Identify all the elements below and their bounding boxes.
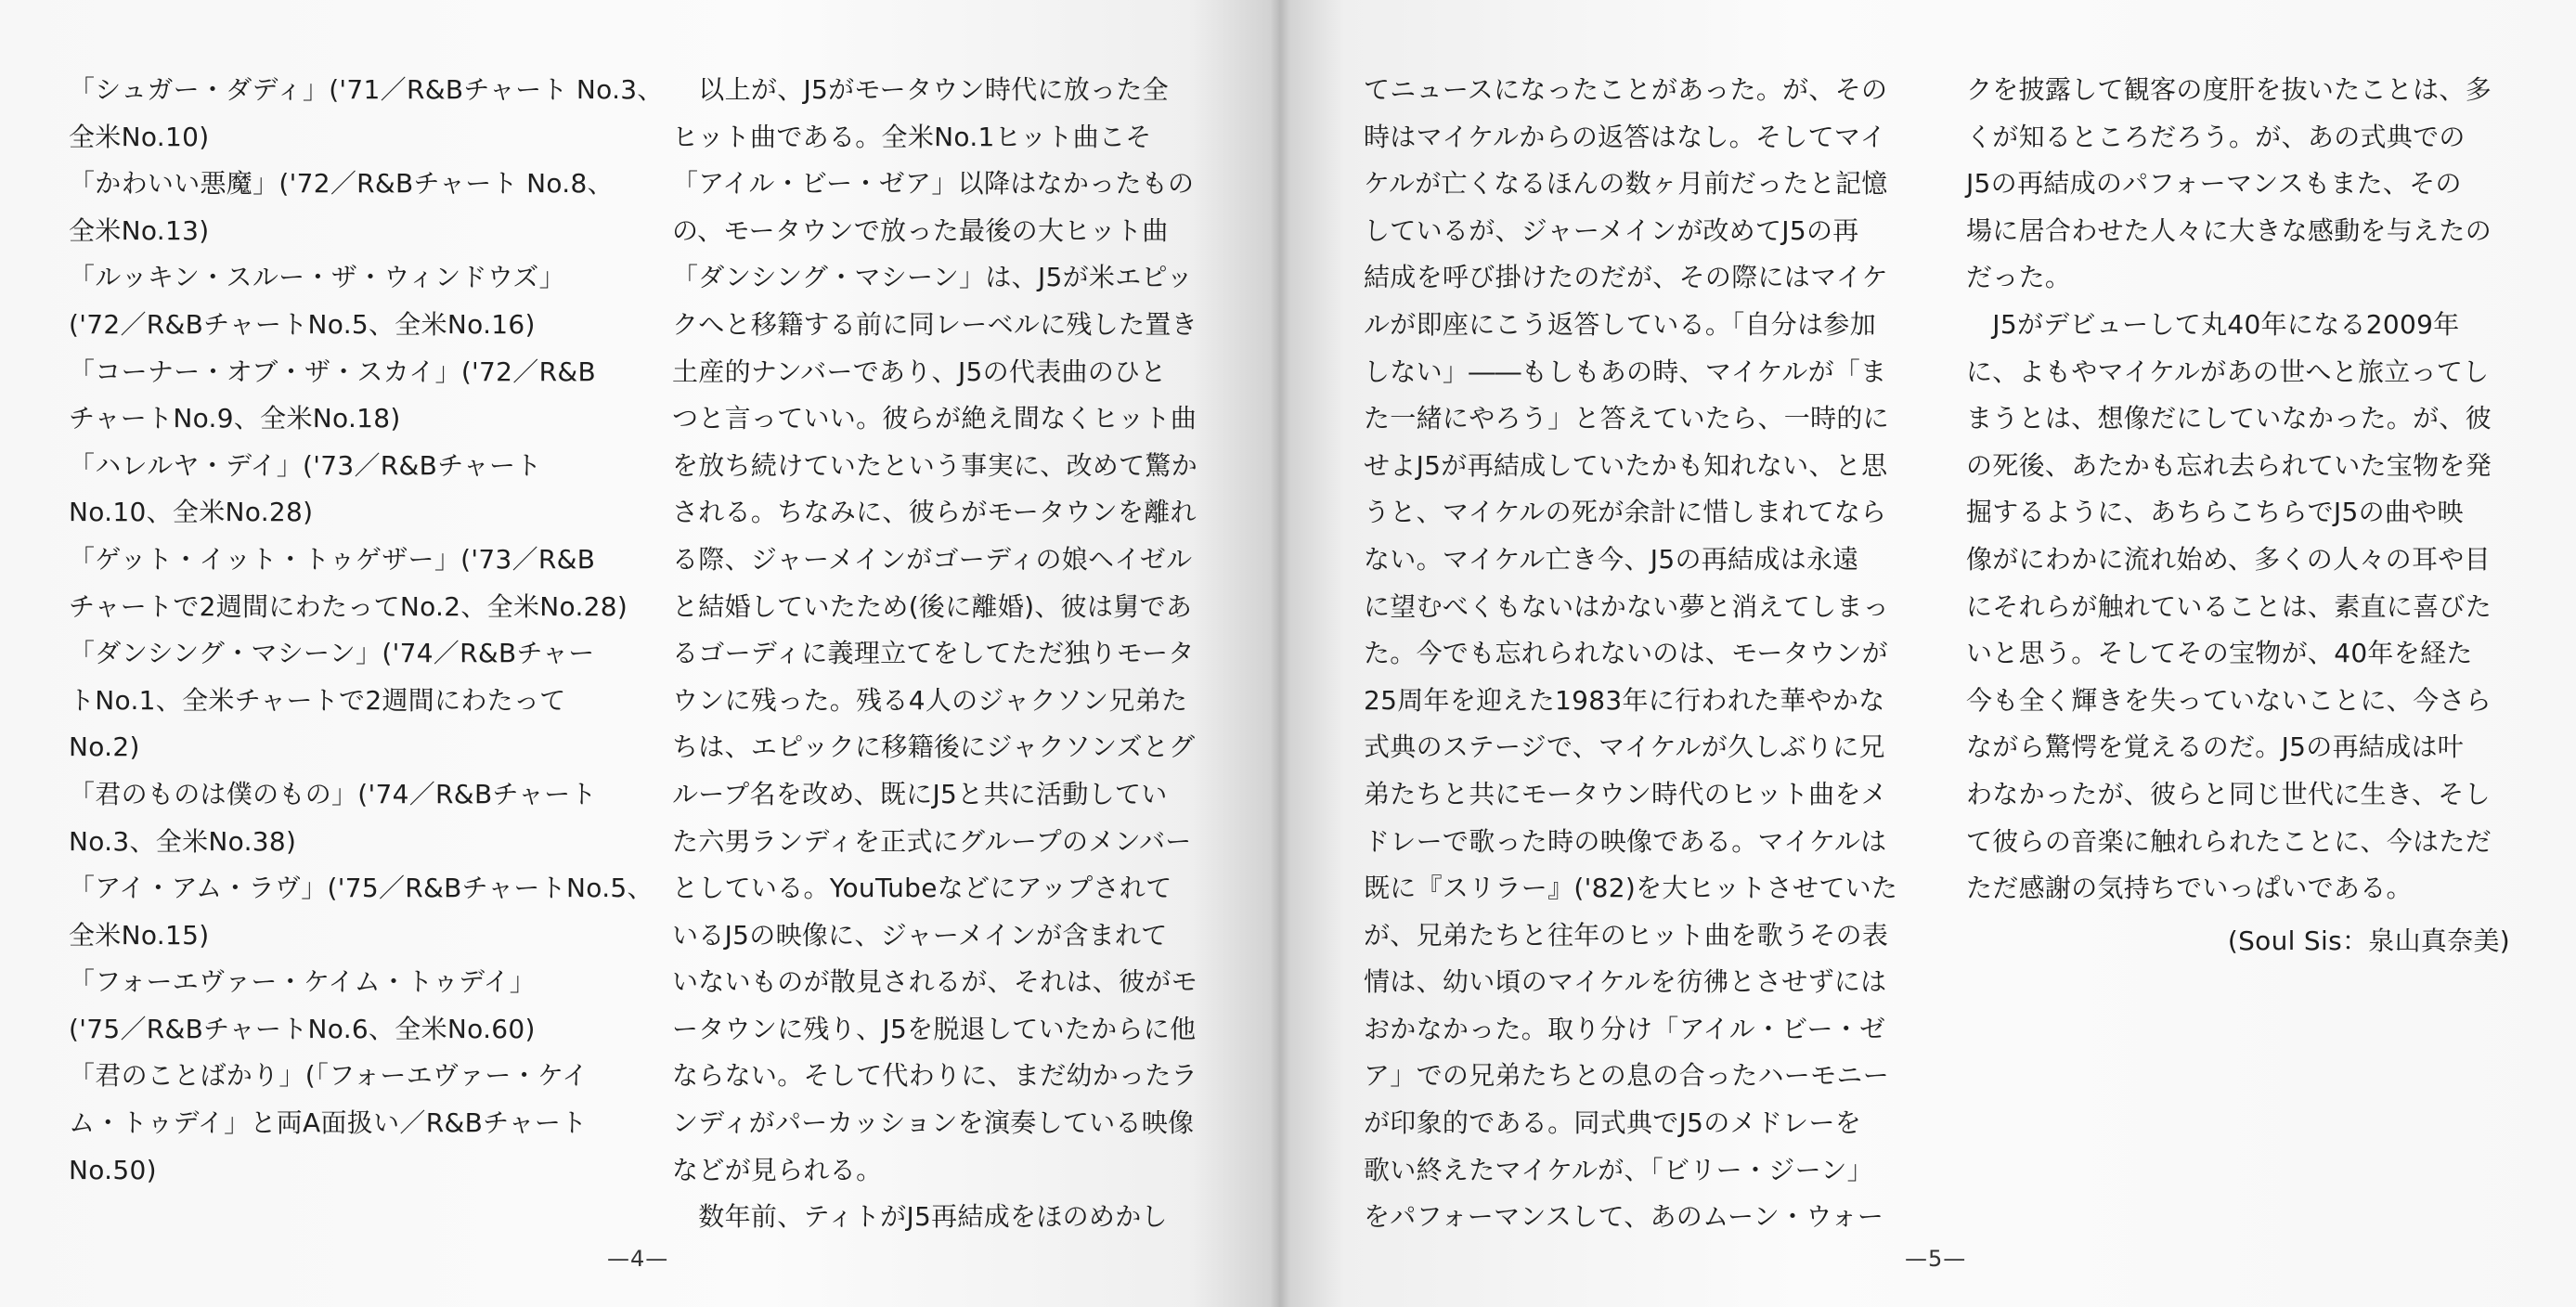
text-line: 「ダンシング・マシーン」は、J5が米エピッ	[672, 262, 1194, 293]
text-line: 全米No.10)	[69, 121, 210, 152]
author-signature: (Soul Sis：泉山真奈美)	[2227, 925, 2510, 956]
text-line: わなかったが、彼らと同じ世代に生き、そし	[1966, 778, 2491, 809]
text-line: 場に居合わせた人々に大きな感動を与えたの	[1966, 214, 2492, 246]
text-line: 式典のステージで、マイケルが久しぶりに兄	[1364, 731, 1885, 763]
text-line: 「フォーエヴァー・ケイム・トゥデイ」	[69, 966, 537, 998]
text-line: チャートNo.9、全米No.18)	[69, 403, 401, 434]
text-line: No.50)	[69, 1154, 157, 1185]
text-line: としている。YouTubeなどにアップされて	[672, 873, 1172, 904]
text-line: ム・トゥデイ」と両A面扱い／R&Bチャート	[69, 1107, 588, 1139]
text-line: の死後、あたかも忘れ去られていた宝物を発	[1966, 449, 2492, 481]
text-line: 25周年を迎えた1983年に行われた華やかな	[1364, 684, 1885, 716]
text-line: の、モータウンで放った最後の大ヒット曲	[672, 214, 1169, 246]
text-line: 情は、幼い頃のマイケルを彷彿とさせずには	[1364, 966, 1887, 998]
text-line: が、兄弟たちと往年のヒット曲を歌うその表	[1364, 919, 1889, 951]
text-line: が印象的である。同式典でJ5のメドレーを	[1364, 1107, 1862, 1139]
text-line: 「ダンシング・マシーン」('74／R&Bチャー	[69, 638, 595, 669]
text-line: てニュースになったことがあった。が、その	[1364, 74, 1888, 105]
text-line: 弟たちと共にモータウン時代のヒット曲をメ	[1364, 778, 1888, 809]
text-line: ならない。そして代わりに、まだ幼かったラ	[672, 1060, 1198, 1092]
text-line: 「君のものは僕のもの」('74／R&Bチャート	[69, 778, 597, 809]
text-line: 「コーナー・オブ・ザ・スカイ」('72／R&B	[69, 356, 596, 387]
text-line: 歌い終えたマイケルが、「ビリー・ジーン」	[1364, 1154, 1873, 1185]
text-line: J5の再結成のパフォーマンスもまた、その	[1966, 168, 2462, 200]
text-line: を放ち続けていたという事実に、改めて驚か	[672, 449, 1198, 481]
text-line: 「ルッキン・スルー・ザ・ウィンドウズ」	[69, 262, 565, 293]
text-line: ア」での兄弟たちとの息の合ったハーモニー	[1364, 1060, 1890, 1092]
text-line: No.2)	[69, 731, 140, 763]
text-line: クへと移籍する前に同レーベルに残した置き	[672, 308, 1198, 340]
text-line: をパフォーマンスして、あのムーン・ウォー	[1364, 1201, 1884, 1233]
text-line: 「かわいい悪魔」('72／R&Bチャート No.8、	[69, 168, 614, 200]
text-line: ウンに残った。残る4人のジャクソン兄弟た	[672, 684, 1188, 716]
text-line: せよJ5が再結成していたかも知れない、と思	[1364, 449, 1888, 481]
text-line: 今も全く輝きを失っていないことに、今さら	[1966, 684, 2492, 716]
text-line: おかなかった。取り分け「アイル・ビー・ゼ	[1364, 1013, 1886, 1044]
text-line: ループ名を改め、既にJ5と共に活動してい	[672, 778, 1168, 809]
text-line: た六男ランディを正式にグループのメンバー	[672, 825, 1192, 857]
text-line: 「アイル・ビー・ゼア」以降はなかったもの	[672, 168, 1195, 200]
text-line: J5がデビューして丸40年になる2009年	[1966, 308, 2460, 340]
text-line: 土産的ナンバーであり、J5の代表曲のひと	[672, 356, 1167, 387]
body-text-column	[672, 67, 1229, 1241]
text-line: と結婚していたため(後に離婚)、彼は舅であ	[672, 590, 1193, 622]
text-line: いないものが散見されるが、それは、彼がモ	[672, 966, 1198, 998]
text-line: 「アイ・アム・ラヴ」('75／R&BチャートNo.5、	[69, 873, 654, 904]
text-line: ない。マイケル亡き今、J5の再結成は永遠	[1364, 543, 1859, 575]
text-line: いと思う。そしてその宝物が、40年を経た	[1966, 638, 2473, 669]
text-line: ルが即座にこう返答している。「自分は参加	[1364, 308, 1877, 340]
text-line: まうとは、想像だにしていなかった。が、彼	[1966, 403, 2492, 434]
text-line: ータウンに残り、J5を脱退していたからに他	[672, 1013, 1197, 1044]
text-line: ヒット曲である。全米No.1ヒット曲こそ	[672, 121, 1152, 152]
text-line: クを披露して観客の度肝を抜いたことは、多	[1966, 74, 2492, 105]
text-line: うと、マイケルの死が余計に惜しまれてなら	[1364, 497, 1887, 528]
text-line: 数年前、ティトがJ5再結成をほのめかし	[672, 1201, 1168, 1233]
body-text-column	[1364, 67, 1921, 1241]
text-line: ケルが亡くなるほんの数ヶ月前だったと記憶	[1364, 168, 1888, 200]
right-page	[1279, 0, 2576, 1307]
text-line: た。今でも忘れられないのは、モータウンが	[1364, 638, 1888, 669]
discography-column	[69, 67, 664, 1194]
text-line: 「ハレルヤ・デイ」('73／R&Bチャート	[69, 449, 542, 481]
text-line: 「ゲット・イット・トゥゲザー」('73／R&B	[69, 543, 596, 575]
text-line: 「君のことばかり」(「フォーエヴァー・ケイ	[69, 1060, 589, 1092]
text-line: に、よもやマイケルがあの世へと旅立ってし	[1966, 356, 2490, 387]
left-page	[0, 0, 1279, 1307]
text-line: などが見られる。	[672, 1154, 883, 1185]
text-line: にそれらが触れていることは、素直に喜びた	[1966, 590, 2492, 622]
text-line: くが知るところだろう。が、あの式典での	[1966, 121, 2466, 152]
text-line: 像がにわかに流れ始め、多くの人々の耳や目	[1966, 543, 2491, 575]
text-line: に望むべくもないはかない夢と消えてしまっ	[1364, 590, 1890, 622]
text-line: 「シュガー・ダディ」('71／R&Bチャート No.3、	[69, 74, 664, 105]
text-line: ながら驚愕を覚えるのだ。J5の再結成は叶	[1966, 731, 2465, 763]
text-line: つと言っていい。彼らが絶え間なくヒット曲	[672, 403, 1197, 434]
text-line: 全米No.13)	[69, 214, 210, 246]
page-number: —4—	[607, 1246, 669, 1272]
text-line: ('75／R&BチャートNo.6、全米No.60)	[69, 1013, 536, 1044]
text-line: ドレーで歌った時の映像である。マイケルは	[1364, 825, 1887, 857]
text-line: いるJ5の映像に、ジャーメインが含まれて	[672, 919, 1168, 951]
text-line: 全米No.15)	[69, 919, 210, 951]
text-line: No.10、全米No.28)	[69, 497, 314, 528]
text-line: ンディがパーカッションを演奏している映像	[672, 1107, 1195, 1139]
text-line: チャートで2週間にわたってNo.2、全米No.28)	[69, 590, 628, 622]
text-line: トNo.1、全米チャートで2週間にわたって	[69, 684, 566, 716]
text-line: 既に『スリラー』('82)を大ヒットさせていた	[1364, 873, 1898, 904]
body-text-column	[1966, 67, 2523, 964]
text-line: 掘するように、あちらこちらでJ5の曲や映	[1966, 497, 2464, 528]
text-line: ちは、エピックに移籍後にジャクソンズとグ	[672, 731, 1196, 763]
text-line: るゴーディに義理立てをしてただ独りモータ	[672, 638, 1195, 669]
text-line: No.3、全米No.38)	[69, 825, 297, 857]
text-line: しない」――もしもあの時、マイケルが「ま	[1364, 356, 1887, 387]
text-line: る際、ジャーメインがゴーディの娘ヘイゼル	[672, 543, 1193, 575]
text-line: しているが、ジャーメインが改めてJ5の再	[1364, 214, 1859, 246]
text-line: される。ちなみに、彼らがモータウンを離れ	[672, 497, 1197, 528]
text-line: て彼らの音楽に触れられたことに、今はただ	[1966, 825, 2492, 857]
page-number: —5—	[1905, 1246, 1967, 1272]
text-line: 結成を呼び掛けたのだが、その際にはマイケ	[1364, 262, 1888, 293]
text-line: 以上が、J5がモータウン時代に放った全	[672, 74, 1169, 105]
text-line: 時はマイケルからの返答はなし。そしてマイ	[1364, 121, 1886, 152]
text-line: ただ感謝の気持ちでいっぱいである。	[1966, 873, 2413, 904]
text-line: た一緒にやろう」と答えていたら、一時的に	[1364, 403, 1890, 434]
text-line: ('72／R&BチャートNo.5、全米No.16)	[69, 308, 536, 340]
text-line: だった。	[1966, 262, 2072, 293]
